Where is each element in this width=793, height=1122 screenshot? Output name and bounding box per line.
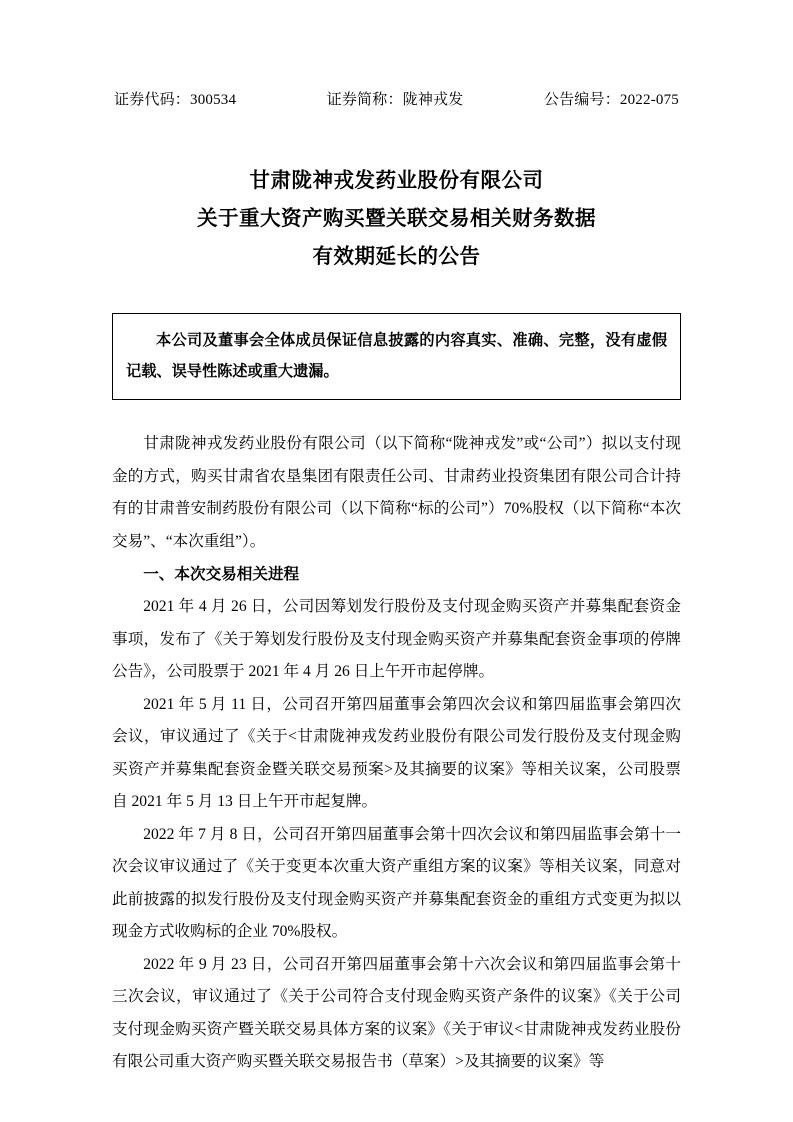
document-body (112, 428, 681, 1079)
document-header (112, 88, 681, 109)
announcement-number: 公告编号：2022-075 (543, 92, 679, 108)
title-line-1: 甘肃陇神戎发药业股份有限公司 (249, 168, 544, 192)
security-abbreviation: 证券简称：陇神戎发 (326, 92, 464, 108)
title-line-3: 有效期延长的公告 (312, 244, 481, 268)
document-title (112, 161, 681, 275)
section-heading-progress: 一、本次交易相关进程 (143, 565, 300, 583)
intro-paragraph: 甘肃陇神戎发药业股份有限公司（以下简称“陇神戎发”或“公司”）拟以支付现金的方式，购买甘肃省农垦集团有限责任公司、甘肃药业投资集团有限公司合计持有的甘肃普安制药股份有限公司（以下简称“标的公司”）70%股权（以下简称“本次交易”、“本次重组”）。 (112, 435, 681, 550)
security-code: 证券代码：300534 (114, 92, 237, 108)
progress-paragraph-1: 2021 年 4 月 26 日，公司因筹划发行股份及支付现金购买资产并募集配套资金事项，发布了《关于筹划发行股份及支付现金购买资产并募集配套资金事项的停牌公告》，公司股票于 2021 年 4 月 26 日上午开市起停牌。 (112, 598, 681, 680)
progress-paragraph-4: 2022 年 9 月 23 日，公司召开第四届董事会第十六次会议和第四届监事会第十三次会议，审议通过了《关于公司符合支付现金购买资产条件的议案》《关于公司支付现金购买资产暨关联交易具体方案的议案》《关于审议<甘肃陇神戎发药业股份有限公司重大资产购买暨关联交易报告书（草案）>及其摘要的议案》等 (112, 955, 681, 1070)
disclosure-notice-box (112, 313, 681, 400)
progress-paragraph-2: 2021 年 5 月 11 日，公司召开第四届董事会第四次会议和第四届监事会第四次会议，审议通过了《关于<甘肃陇神戎发药业股份有限公司发行股份及支付现金购买资产并募集配套资金暨关联交易预案>及其摘要的议案》等相关议案，公司股票自 2021 年 5 月 13 日上午开市起复牌。 (112, 695, 681, 810)
progress-paragraph-3: 2022 年 7 月 8 日，公司召开第四届董事会第十四次会议和第四届监事会第十一次会议审议通过了《关于变更本次重大资产重组方案的议案》等相关议案，同意对此前披露的拟发行股份及支付现金购买资产并募集配套资金的重组方式变更为拟以现金方式收购标的企业 70%股权。 (112, 825, 681, 940)
title-line-2: 关于重大资产购买暨关联交易相关财务数据 (197, 206, 596, 230)
disclosure-notice-text: 本公司及董事会全体成员保证信息披露的内容真实、准确、完整，没有虚假记载、误导性陈述或重大遗漏。 (126, 331, 667, 380)
